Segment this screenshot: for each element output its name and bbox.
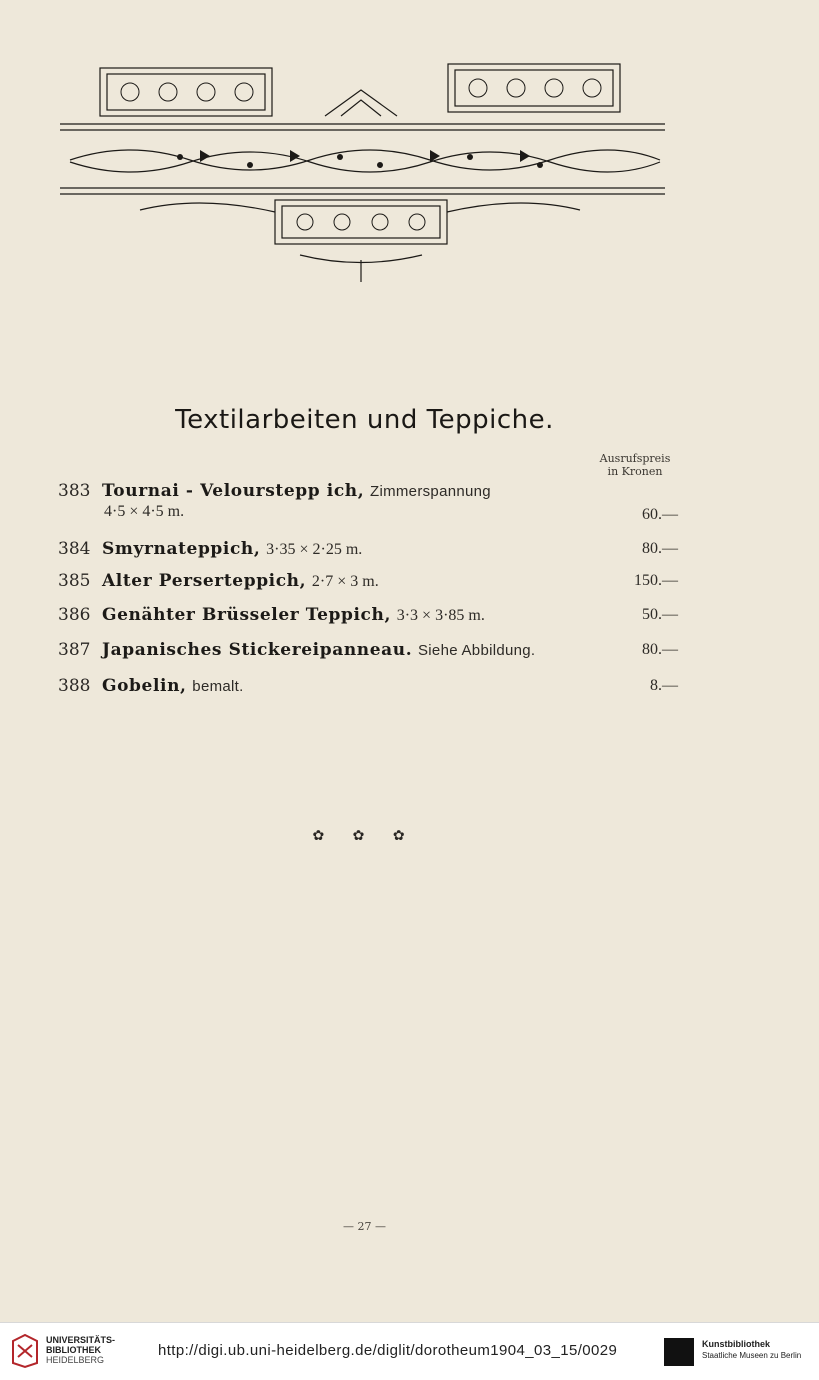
institution-line: HEIDELBERG bbox=[46, 1355, 105, 1365]
item-price: 8.— bbox=[650, 677, 678, 694]
item-description: 3·3 × 3·85 m. bbox=[396, 607, 485, 624]
item-description: Siehe Abbildung. bbox=[418, 642, 536, 659]
item-name: Genähter Brüsseler Teppich, bbox=[102, 605, 391, 625]
item-price: 80.— bbox=[642, 540, 678, 557]
item-price: 80.— bbox=[642, 641, 678, 658]
item-price: 60.— bbox=[642, 506, 678, 523]
list-item bbox=[58, 638, 678, 663]
page-title: Textilarbeiten und Teppiche. bbox=[175, 405, 554, 435]
list-item bbox=[58, 603, 678, 628]
section-separator: ✿ ✿ ✿ bbox=[312, 828, 417, 844]
institution-line: UNIVERSITÄTS- bbox=[46, 1335, 116, 1345]
institution-line: BIBLIOTHEK bbox=[46, 1345, 101, 1355]
item-number: 388 bbox=[58, 676, 91, 696]
list-item bbox=[58, 674, 678, 699]
kunstbibliothek-logo-icon bbox=[664, 1338, 694, 1366]
item-price: 150.— bbox=[634, 572, 678, 589]
list-item bbox=[58, 537, 678, 562]
price-header-line-1: Ausrufspreis bbox=[599, 452, 671, 465]
item-name: Alter Perserteppich, bbox=[102, 571, 307, 591]
item-number: 387 bbox=[58, 640, 91, 660]
item-description: bemalt. bbox=[192, 678, 244, 695]
item-number: 383 bbox=[58, 481, 91, 501]
item-price: 50.— bbox=[642, 606, 678, 623]
item-name: Smyrnateppich, bbox=[102, 539, 261, 559]
university-library-logo-icon bbox=[10, 1333, 40, 1369]
item-number: 386 bbox=[58, 605, 91, 625]
institution-line: Kunstbibliothek bbox=[702, 1339, 770, 1349]
right-institution-name bbox=[702, 1339, 801, 1361]
decorative-header-ornament bbox=[50, 60, 675, 285]
permalink-url[interactable]: http://digi.ub.uni-heidelberg.de/diglit/dorotheum1904_03_15/0029 bbox=[158, 1342, 618, 1359]
item-number: 385 bbox=[58, 571, 91, 591]
item-description: Zimmerspannung bbox=[370, 483, 491, 500]
item-name: Gobelin, bbox=[102, 676, 187, 696]
left-institution-name bbox=[46, 1335, 115, 1365]
price-column-header bbox=[590, 452, 680, 478]
item-name: Tournai - Velourstepp ich, bbox=[102, 481, 365, 501]
item-description: 3·35 × 2·25 m. bbox=[266, 541, 363, 558]
list-item bbox=[58, 569, 678, 594]
institution-line: Staatliche Museen zu Berlin bbox=[702, 1351, 802, 1360]
item-subline: 4·5 × 4·5 m. bbox=[104, 503, 185, 520]
item-number: 384 bbox=[58, 539, 91, 559]
list-item bbox=[58, 479, 678, 504]
viewer-footer bbox=[0, 1322, 819, 1380]
item-name: Japanisches Stickereipanneau. bbox=[102, 640, 413, 660]
item-description: 2·7 × 3 m. bbox=[311, 573, 379, 590]
price-header-line-2: in Kronen bbox=[607, 465, 663, 478]
page-number: — 27 — bbox=[343, 1220, 386, 1233]
